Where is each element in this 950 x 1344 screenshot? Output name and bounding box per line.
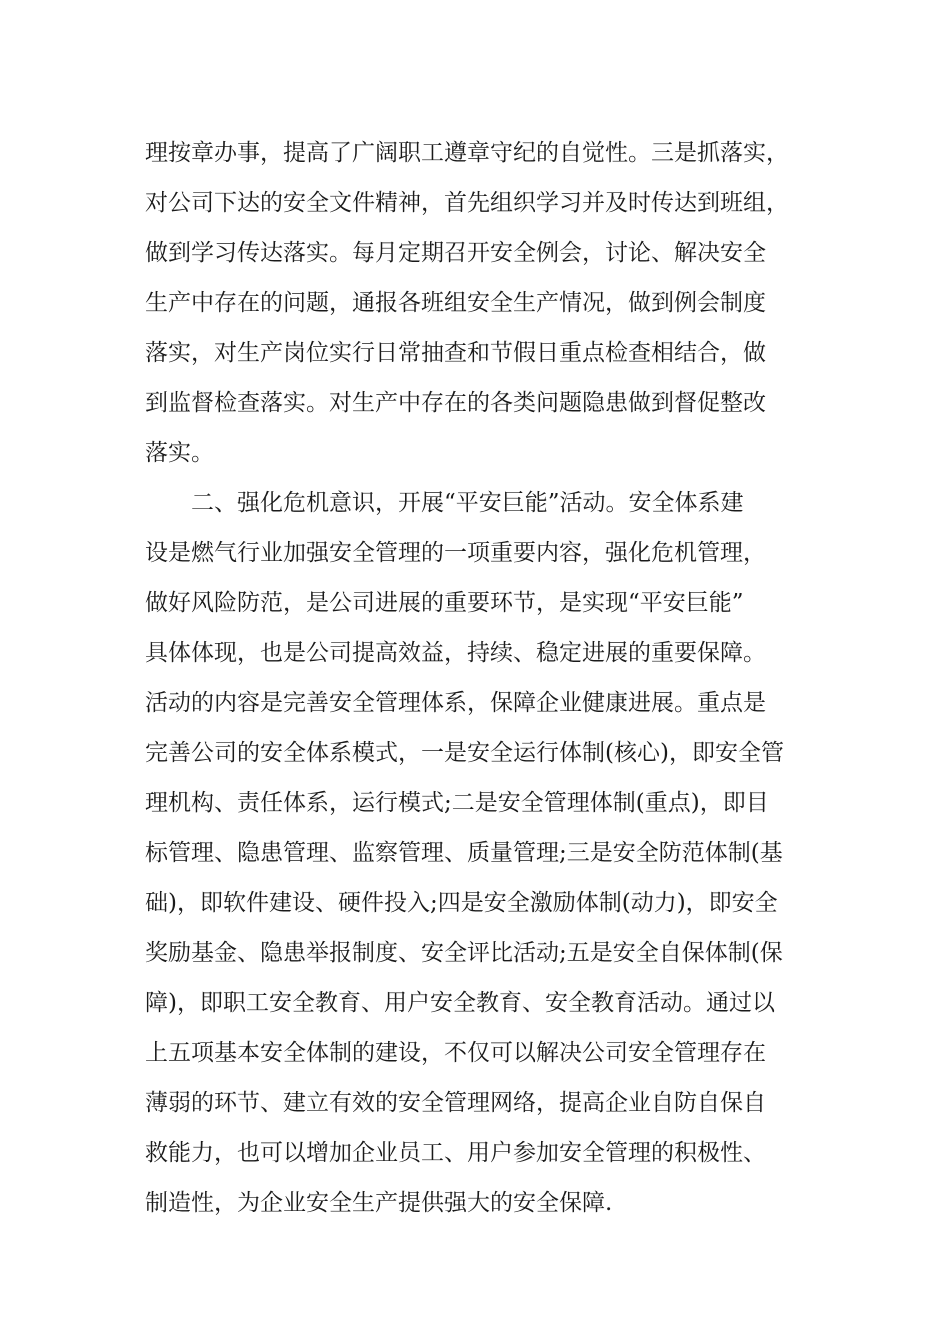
text-line: 做好风险防范，是公司进展的重要环节，是实现“平安巨能” — [145, 590, 744, 616]
text-line: 础)，即软件建设、硬件投入;四是安全激励体制(动力)，即安全 — [145, 890, 778, 916]
text-line: 标管理、隐患管理、监察管理、质量管理;三是安全防范体制(基 — [145, 840, 783, 866]
text-line: 制造性，为企业安全生产提供强大的安全保障. — [145, 1190, 613, 1216]
text-line: 到监督检查落实。对生产中存在的各类问题隐患做到督促整改 — [145, 390, 766, 416]
text-line: 具体体现，也是公司提高效益，持续、稳定进展的重要保障。 — [145, 640, 766, 666]
text-line: 做到学习传达落实。每月定期召开安全例会，讨论、解决安全 — [145, 240, 766, 266]
text-line: 救能力，也可以增加企业员工、用户参加安全管理的积极性、 — [145, 1140, 766, 1166]
paragraph-2 — [145, 478, 815, 1228]
text-line: 障)，即职工安全教育、用户安全教育、安全教育活动。通过以 — [145, 990, 775, 1016]
text-line: 落实。 — [145, 440, 214, 466]
text-line: 薄弱的环节、建立有效的安全管理网络，提高企业自防自保自 — [145, 1090, 766, 1116]
text-line: 二、强化危机意识，开展“平安巨能”活动。安全体系建 — [191, 490, 744, 516]
text-line: 活动的内容是完善安全管理体系，保障企业健康进展。重点是 — [145, 690, 766, 716]
text-line: 落实，对生产岗位实行日常抽查和节假日重点检查相结合，做 — [145, 340, 766, 366]
paragraph-1 — [145, 128, 815, 478]
text-line: 对公司下达的安全文件精神，首先组织学习并及时传达到班组， — [145, 190, 789, 216]
text-line: 奖励基金、隐患举报制度、安全评比活动;五是安全自保体制(保 — [145, 940, 783, 966]
text-line: 上五项基本安全体制的建设，不仅可以解决公司安全管理存在 — [145, 1040, 766, 1066]
text-line: 完善公司的安全体系模式，一是安全运行体制(核心)，即安全管 — [145, 740, 784, 766]
text-line: 理机构、责任体系，运行模式;二是安全管理体制(重点)，即目 — [145, 790, 769, 816]
document-body — [145, 128, 815, 1228]
text-line: 理按章办事，提高了广阔职工遵章守纪的自觉性。三是抓落实， — [145, 140, 789, 166]
text-line: 设是燃气行业加强安全管理的一项重要内容，强化危机管理， — [145, 540, 766, 566]
text-line: 生产中存在的问题，通报各班组安全生产情况，做到例会制度 — [145, 290, 766, 316]
